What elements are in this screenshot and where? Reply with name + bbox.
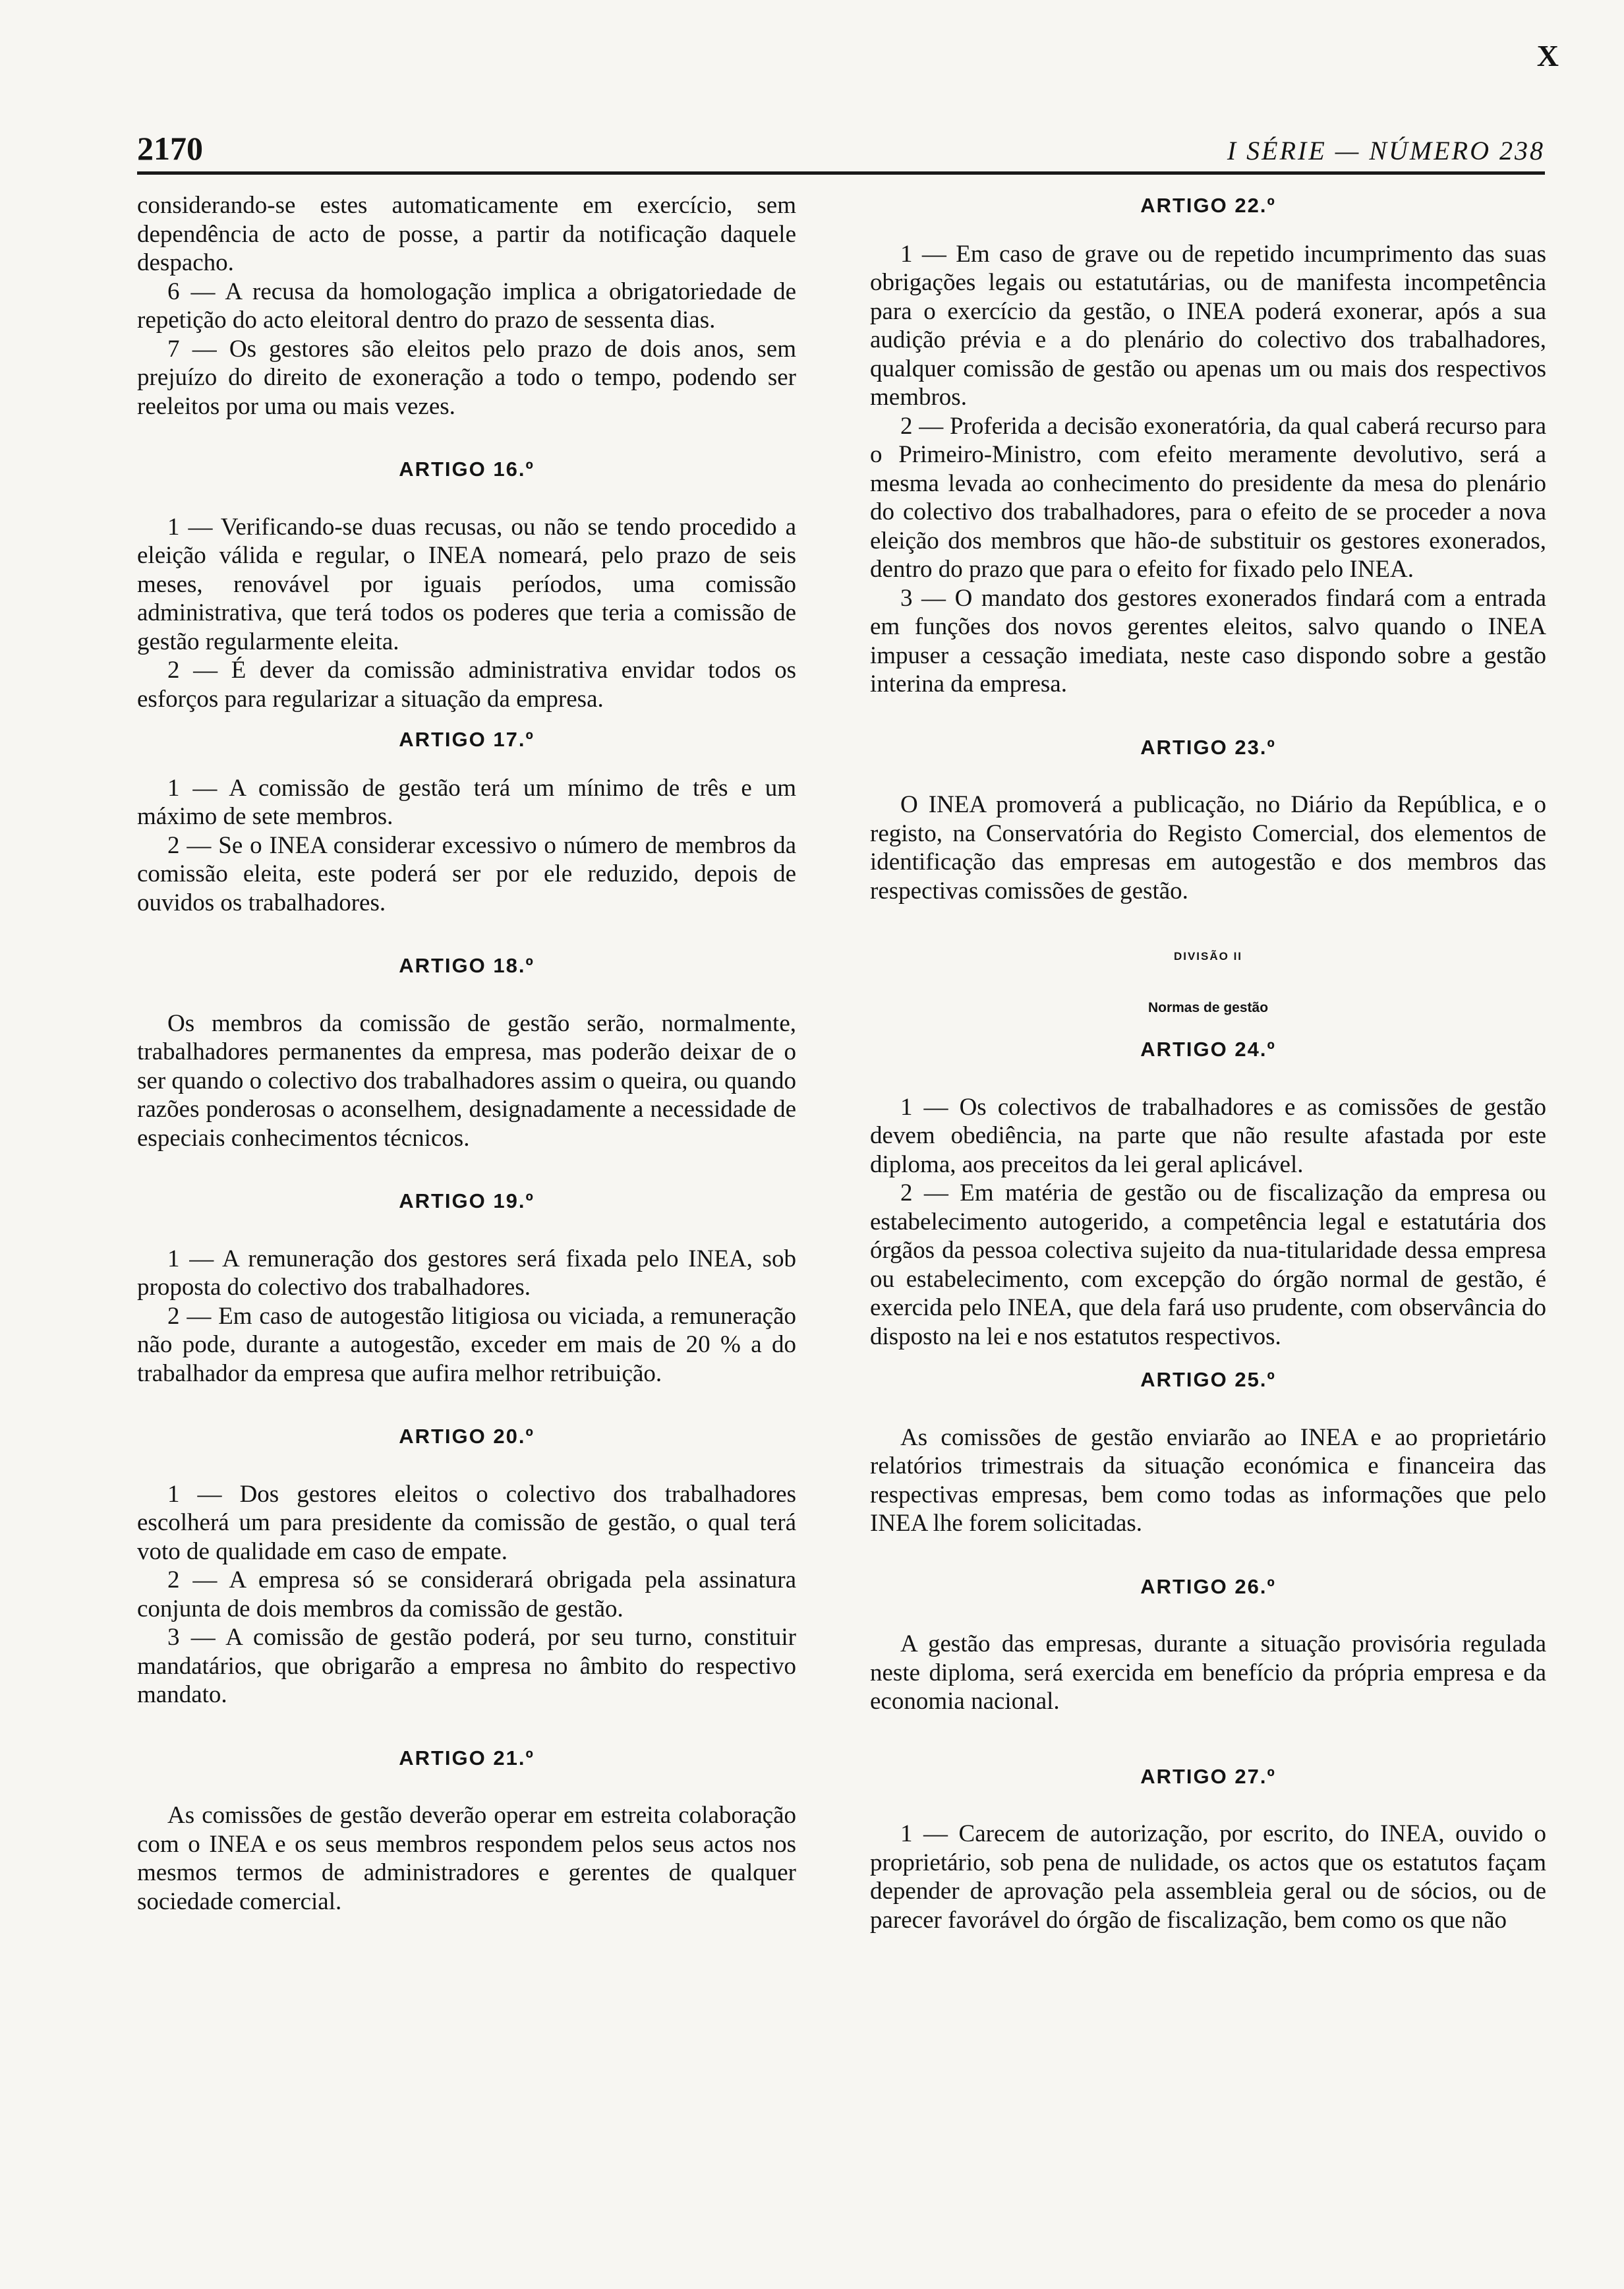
article-24-title: ARTIGO 24.º (1140, 1038, 1276, 1061)
paragraph: 7 — Os gestores são eleitos pelo prazo de dois anos, sem prejuízo do direito de exoneração a todo o tempo, podendo ser reeleitos por uma ou mais vezes. (137, 335, 796, 420)
right-column (870, 191, 1546, 1934)
paragraph: 1 — A comissão de gestão terá um mínimo de três e um máximo de sete membros. (137, 774, 796, 830)
paragraph: 1 — Verificando-se duas recusas, ou não se tendo procedido a eleição válida e regular, o INEA nomeará, pelo prazo de seis meses, renovável por iguais períodos, uma comissão administrativa, que terá todos os poderes que teria a comissão de gestão regularmente eleita. (137, 513, 796, 655)
article-16-title: ARTIGO 16.º (399, 458, 535, 481)
page-header (137, 125, 1545, 175)
paragraph: As comissões de gestão enviarão ao INEA e ao proprietário relatórios trimestrais da situação económica e financeira das respectivas empresas, bem como todas as informações que pelo INEA lhe forem solicitadas. (870, 1423, 1546, 1537)
paragraph: 6 — A recusa da homologação implica a obrigatoriedade de repetição do acto eleitoral dentro do prazo de sessenta dias. (137, 278, 796, 334)
article-19-title: ARTIGO 19.º (399, 1189, 535, 1212)
paragraph: 1 — Em caso de grave ou de repetido incumprimento das suas obrigações legais ou estatutárias, ou de manifesta incompetência para o exercício da gestão, o INEA poderá exonerar, após a sua audição prévia e a do plenário do colectivo dos trabalhadores, qualquer comissão de gestão ou apenas um ou mais dos respectivos membros. (870, 240, 1546, 411)
paragraph: 2 — Proferida a decisão exoneratória, da qual caberá recurso para o Primeiro-Ministro, com efeito meramente devolutivo, será a mesma levada ao conhecimento do presidente da mesa do plenário do colectivo dos trabalhadores, para o efeito de se proceder a nova eleição dos membros que hão-de substituir os gestores exonerados, dentro do prazo que para o efeito for fixado pelo INEA. (870, 412, 1546, 583)
article-23-title: ARTIGO 23.º (1140, 735, 1276, 759)
paragraph: Os membros da comissão de gestão serão, normalmente, trabalhadores permanentes da empresa, mas poderão deixar de o ser quando o colectivo dos trabalhadores assim o queira, ou quando razões ponderosas o aconselhem, designadamente a necessidade de especiais conhecimentos técnicos. (137, 1009, 796, 1152)
article-20-title: ARTIGO 20.º (399, 1425, 535, 1448)
paragraph: 3 — O mandato dos gestores exonerados findará com a entrada em funções dos novos gerentes eleitos, salvo quando o INEA impuser a cessação imediata, neste caso dispondo sobre a gestão interina da empresa. (870, 584, 1546, 698)
paragraph: 3 — A comissão de gestão poderá, por seu turno, constituir mandatários, que obrigarão a empresa no âmbito do respectivo mandato. (137, 1624, 796, 1708)
article-25-title: ARTIGO 25.º (1140, 1368, 1276, 1391)
paragraph: 2 — Em caso de autogestão litigiosa ou viciada, a remuneração não pode, durante a autogestão, exceder em mais de 20 % a do trabalhador da empresa que aufira melhor retribuição. (137, 1302, 796, 1387)
paragraph: 2 — Se o INEA considerar excessivo o número de membros da comissão eleita, este poderá ser por ele reduzido, depois de ouvidos os trabalhadores. (137, 831, 796, 916)
paragraph: As comissões de gestão deverão operar em estreita colaboração com o INEA e os seus membros respondem pelos seus actos nos mesmos termos de administradores e gerentes de qualquer sociedade comercial. (137, 1802, 796, 1915)
article-26-title: ARTIGO 26.º (1140, 1574, 1276, 1598)
article-21-title: ARTIGO 21.º (399, 1746, 535, 1769)
paragraph: considerando-se estes automaticamente em exercício, sem dependência de acto de posse, a partir da notificação daquele despacho. (137, 192, 796, 276)
paragraph: A gestão das empresas, durante a situação provisória regulada neste diploma, será exercida em benefício da própria empresa e da economia nacional. (870, 1630, 1546, 1715)
paragraph: 1 — Os colectivos de trabalhadores e as comissões de gestão devem obediência, na parte que não resulte afastada por este diploma, aos preceitos da lei geral aplicável. (870, 1093, 1546, 1178)
paragraph: 2 — Em matéria de gestão ou de fiscalização da empresa ou estabelecimento autogerido, a competência legal e estatutária dos órgãos da pessoa colectiva sujeito da nua-titularidade dessa empresa ou estabelecimento, com excepção do órgão normal de gestão, é exercida pelo INEA, que dela fará uso prudente, com observância do disposto na lei e nos estatutos respectivos. (870, 1179, 1546, 1350)
left-column (137, 191, 796, 1916)
paragraph: 1 — A remuneração dos gestores será fixada pelo INEA, sob proposta do colectivo dos trabalhadores. (137, 1245, 796, 1301)
article-27-title: ARTIGO 27.º (1140, 1764, 1276, 1788)
series-number: I SÉRIE — NÚMERO 238 (1227, 136, 1545, 165)
paragraph: 1 — Carecem de autorização, por escrito, do INEA, ouvido o proprietário, sob pena de nulidade, os actos que os estatutos façam depender de aprovação pela assembleia geral ou de sócios, ou de parecer favorável do órgão de fiscalização, bem como os que não (870, 1820, 1546, 1934)
article-17-title: ARTIGO 17.º (399, 728, 535, 751)
paragraph: 1 — Dos gestores eleitos o colectivo dos trabalhadores escolherá um para presidente da comissão de gestão, o qual terá voto de qualidade em caso de empate. (137, 1480, 796, 1565)
paragraph: 2 — É dever da comissão administrativa envidar todos os esforços para regularizar a situação da empresa. (137, 657, 796, 713)
article-22-title: ARTIGO 22.º (1140, 194, 1276, 217)
division-heading: DIVISÃO II (1173, 950, 1243, 963)
paragraph: 2 — A empresa só se considerará obrigada pela assinatura conjunta de dois membros da comissão de gestão. (137, 1566, 796, 1622)
paragraph: O INEA promoverá a publicação, no Diário da República, e o registo, na Conservatória do Registo Comercial, dos elementos de identificação das empresas em autogestão e dos membros das respectivas comissões de gestão. (870, 791, 1546, 905)
page-number: 2170 (137, 130, 203, 167)
article-18-title: ARTIGO 18.º (399, 954, 535, 977)
page-mark: X (1536, 39, 1559, 73)
division-subheading: Normas de gestão (1147, 999, 1269, 1015)
